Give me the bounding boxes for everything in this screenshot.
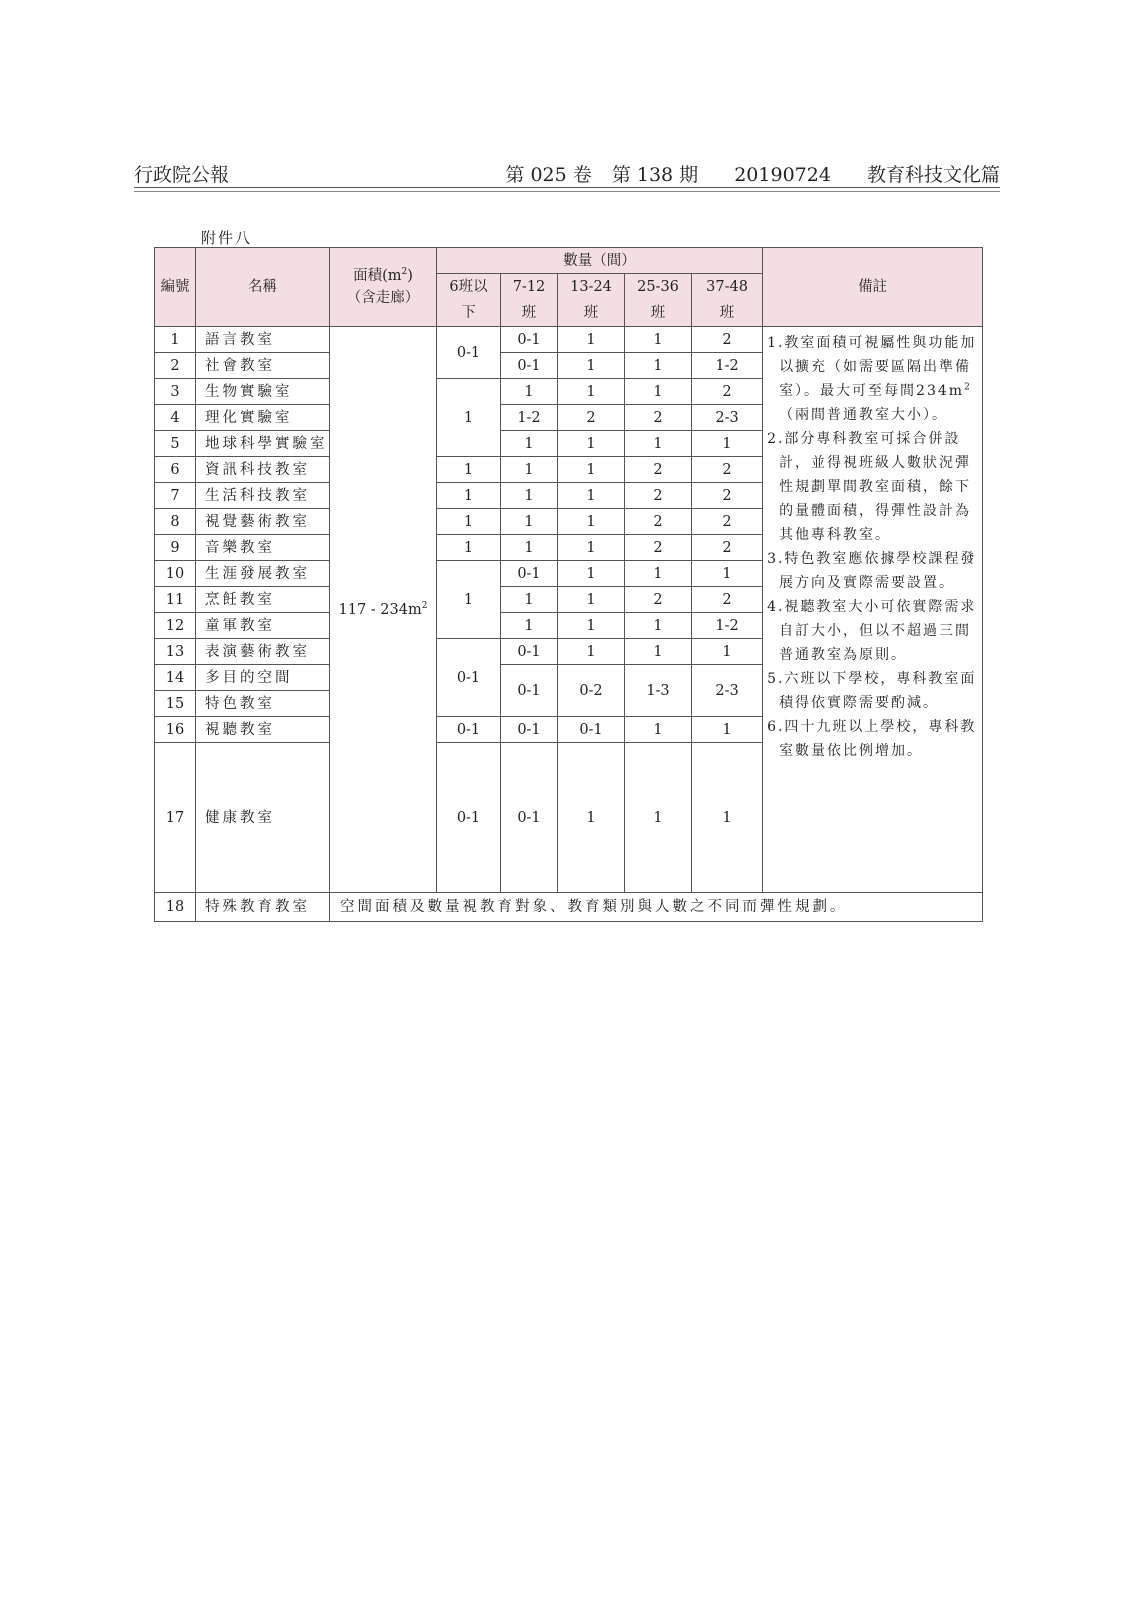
table-row	[155, 893, 983, 922]
header-area-sup: 2	[401, 267, 408, 278]
header-rule	[134, 187, 1000, 188]
table-cell: 1	[625, 327, 692, 353]
table-cell: 多目的空間	[196, 665, 330, 691]
table-cell: 1	[692, 743, 763, 893]
table-cell: 2	[625, 509, 692, 535]
table-cell: 0-1	[501, 327, 558, 353]
section: 教育科技文化篇	[866, 164, 1000, 186]
classroom-table	[154, 247, 983, 922]
table-cell: 17	[155, 743, 196, 893]
table-cell: 1	[437, 509, 501, 535]
table-cell: 1	[625, 431, 692, 457]
note-4: 4.視聽教室大小可依實際需求自訂大小，但以不超過三間普通教室為原則。	[767, 599, 977, 663]
table-cell: 2	[625, 457, 692, 483]
table-cell: 資訊科技教室	[196, 457, 330, 483]
table-cell: 烹飪教室	[196, 587, 330, 613]
table-cell: 1	[501, 587, 558, 613]
table-cell: 1	[692, 639, 763, 665]
table-cell: 15	[155, 691, 196, 717]
table-cell: 2	[692, 587, 763, 613]
table-cell: 1	[558, 431, 625, 457]
table-cell: 18	[155, 893, 196, 922]
header-area	[330, 248, 437, 327]
attachment-label: 附件八	[201, 229, 253, 247]
qty-6-group1: 0-1	[437, 327, 501, 379]
table-cell: 1	[558, 353, 625, 379]
table-cell: 2	[558, 405, 625, 431]
table-cell: 1	[437, 457, 501, 483]
table-row	[155, 327, 983, 353]
table-cell: 1	[501, 613, 558, 639]
header-qty: 數量（間）	[437, 248, 763, 274]
table-cell: 16	[155, 717, 196, 743]
table-cell: 2-3	[692, 405, 763, 431]
table-cell: 1	[501, 535, 558, 561]
table-cell: 1	[501, 431, 558, 457]
table-cell: 1	[625, 743, 692, 893]
table-cell: 童軍教室	[196, 613, 330, 639]
note-1: 1.教室面積可視屬性與功能加以擴充（如需要區隔出準備室）。最大可至每間$234m^2$（兩間普通教室大小）。	[767, 335, 977, 423]
table-cell: 0-1	[558, 717, 625, 743]
table-cell: 2	[625, 483, 692, 509]
table-cell: 2	[692, 509, 763, 535]
note-5: 5.六班以下學校，專科教室面積得依實際需要酌減。	[767, 671, 977, 711]
table-cell: 12	[155, 613, 196, 639]
table-cell: 1	[558, 535, 625, 561]
header-area-close: )	[407, 268, 413, 284]
table-cell: 4	[155, 405, 196, 431]
table-cell: 1	[558, 483, 625, 509]
table-cell: 音樂教室	[196, 535, 330, 561]
special-ed-note: 空間面積及數量視教育對象、教育類別與人數之不同而彈性規劃。	[330, 893, 983, 922]
header-rule-thin	[134, 191, 1000, 192]
table-cell: 特殊教育教室	[196, 893, 330, 922]
table-cell: 0-1	[437, 717, 501, 743]
table-cell: 1	[625, 561, 692, 587]
table-cell: 0-1	[501, 353, 558, 379]
table-cell: 1	[558, 457, 625, 483]
table-cell: 1	[558, 587, 625, 613]
table-cell: 1	[692, 431, 763, 457]
table-cell: 1-2	[501, 405, 558, 431]
table-cell: 9	[155, 535, 196, 561]
qty-6-group4: 0-1	[437, 639, 501, 717]
header-no: 編號	[155, 248, 196, 327]
table-cell: 1	[558, 613, 625, 639]
table-cell: 8	[155, 509, 196, 535]
table-cell: 生活科技教室	[196, 483, 330, 509]
table-cell: 2-3	[692, 665, 763, 717]
notes-cell	[763, 327, 983, 893]
table-cell: 2	[625, 535, 692, 561]
table-cell: 1-3	[625, 665, 692, 717]
header-note: 備註	[763, 248, 983, 327]
note-2: 2.部分專科教室可採合併設計，並得視班級人數狀況彈性規劃單間教室面積，餘下的量體面積，得彈性設計為其他專科教室。	[767, 431, 972, 543]
table-cell: 生涯發展教室	[196, 561, 330, 587]
table-cell: 健康教室	[196, 743, 330, 893]
table-cell: 1	[501, 457, 558, 483]
table-cell: 0-1	[501, 561, 558, 587]
issue: 第 138 期	[611, 164, 699, 186]
table-cell: 1	[692, 717, 763, 743]
page-header	[134, 160, 1000, 188]
table-cell: 11	[155, 587, 196, 613]
table-cell: 1	[625, 379, 692, 405]
table-cell: 1	[558, 561, 625, 587]
header-qty-37-48: 37-48 班	[692, 274, 763, 327]
table-cell: 社會教室	[196, 353, 330, 379]
table-cell: 5	[155, 431, 196, 457]
table-cell: 0-1	[501, 717, 558, 743]
table-cell: 1	[501, 379, 558, 405]
table-cell: 0-1	[437, 743, 501, 893]
table-cell: 理化實驗室	[196, 405, 330, 431]
table-cell: 1	[558, 379, 625, 405]
table-cell: 2	[625, 405, 692, 431]
table-cell: 1	[558, 743, 625, 893]
table-cell: 語言教室	[196, 327, 330, 353]
table-cell: 7	[155, 483, 196, 509]
table-cell: 1	[437, 483, 501, 509]
publication-name: 行政院公報	[134, 164, 230, 186]
table-cell: 2	[692, 457, 763, 483]
table-cell: 1	[625, 639, 692, 665]
table-cell: 地球科學實驗室	[196, 431, 330, 457]
table-cell: 1	[558, 639, 625, 665]
table-cell: 視覺藝術教室	[196, 509, 330, 535]
table-cell: 1-2	[692, 613, 763, 639]
table-cell: 2	[155, 353, 196, 379]
header-qty-6: 6班以 下	[437, 274, 501, 327]
table-cell: 1	[625, 353, 692, 379]
table-cell: 1	[501, 509, 558, 535]
table-cell: 13	[155, 639, 196, 665]
table-cell: 2	[692, 379, 763, 405]
table-cell: 生物實驗室	[196, 379, 330, 405]
table-cell: 視聽教室	[196, 717, 330, 743]
volume: 第 025 卷	[505, 164, 592, 186]
qty-6-group2: 1	[437, 379, 501, 457]
table-cell: 0-1	[501, 639, 558, 665]
issue-info	[491, 160, 1000, 187]
header-qty-25-36: 25-36 班	[625, 274, 692, 327]
table-cell: 3	[155, 379, 196, 405]
table-cell: 2	[692, 535, 763, 561]
date: 20190724	[734, 164, 831, 186]
header-area-sub: （含走廊）	[346, 290, 420, 306]
table-cell: 1	[437, 535, 501, 561]
table-cell: 1	[501, 483, 558, 509]
table-cell: 1	[558, 509, 625, 535]
note-3: 3.特色教室應依據學校課程發展方向及實際需要設置。	[767, 551, 977, 591]
header-name: 名稱	[196, 248, 330, 327]
table-cell: 1	[692, 561, 763, 587]
qty-6-group3: 1	[437, 561, 501, 639]
table-cell: 1-2	[692, 353, 763, 379]
table-cell: 1	[558, 327, 625, 353]
table-cell: 0-1	[501, 665, 558, 717]
table-cell: 特色教室	[196, 691, 330, 717]
table-cell: 表演藝術教室	[196, 639, 330, 665]
table-cell: 14	[155, 665, 196, 691]
table-cell: 0-1	[501, 743, 558, 893]
table-cell: 1	[625, 613, 692, 639]
table-cell: 10	[155, 561, 196, 587]
table-cell: 6	[155, 457, 196, 483]
table-cell: 2	[692, 483, 763, 509]
table-cell: 0-2	[558, 665, 625, 717]
header-qty-13-24: 13-24 班	[558, 274, 625, 327]
header-qty-7-12: 7-12 班	[501, 274, 558, 327]
header-area-label: 面積(m	[353, 268, 402, 284]
table-cell: 2	[692, 327, 763, 353]
table-cell: 1	[155, 327, 196, 353]
table-cell: 2	[625, 587, 692, 613]
table-cell: 1	[625, 717, 692, 743]
area-cell: $117 - 234m^2$	[330, 327, 437, 893]
note-6: 6.四十九班以上學校，專科教室數量依比例增加。	[767, 719, 977, 759]
